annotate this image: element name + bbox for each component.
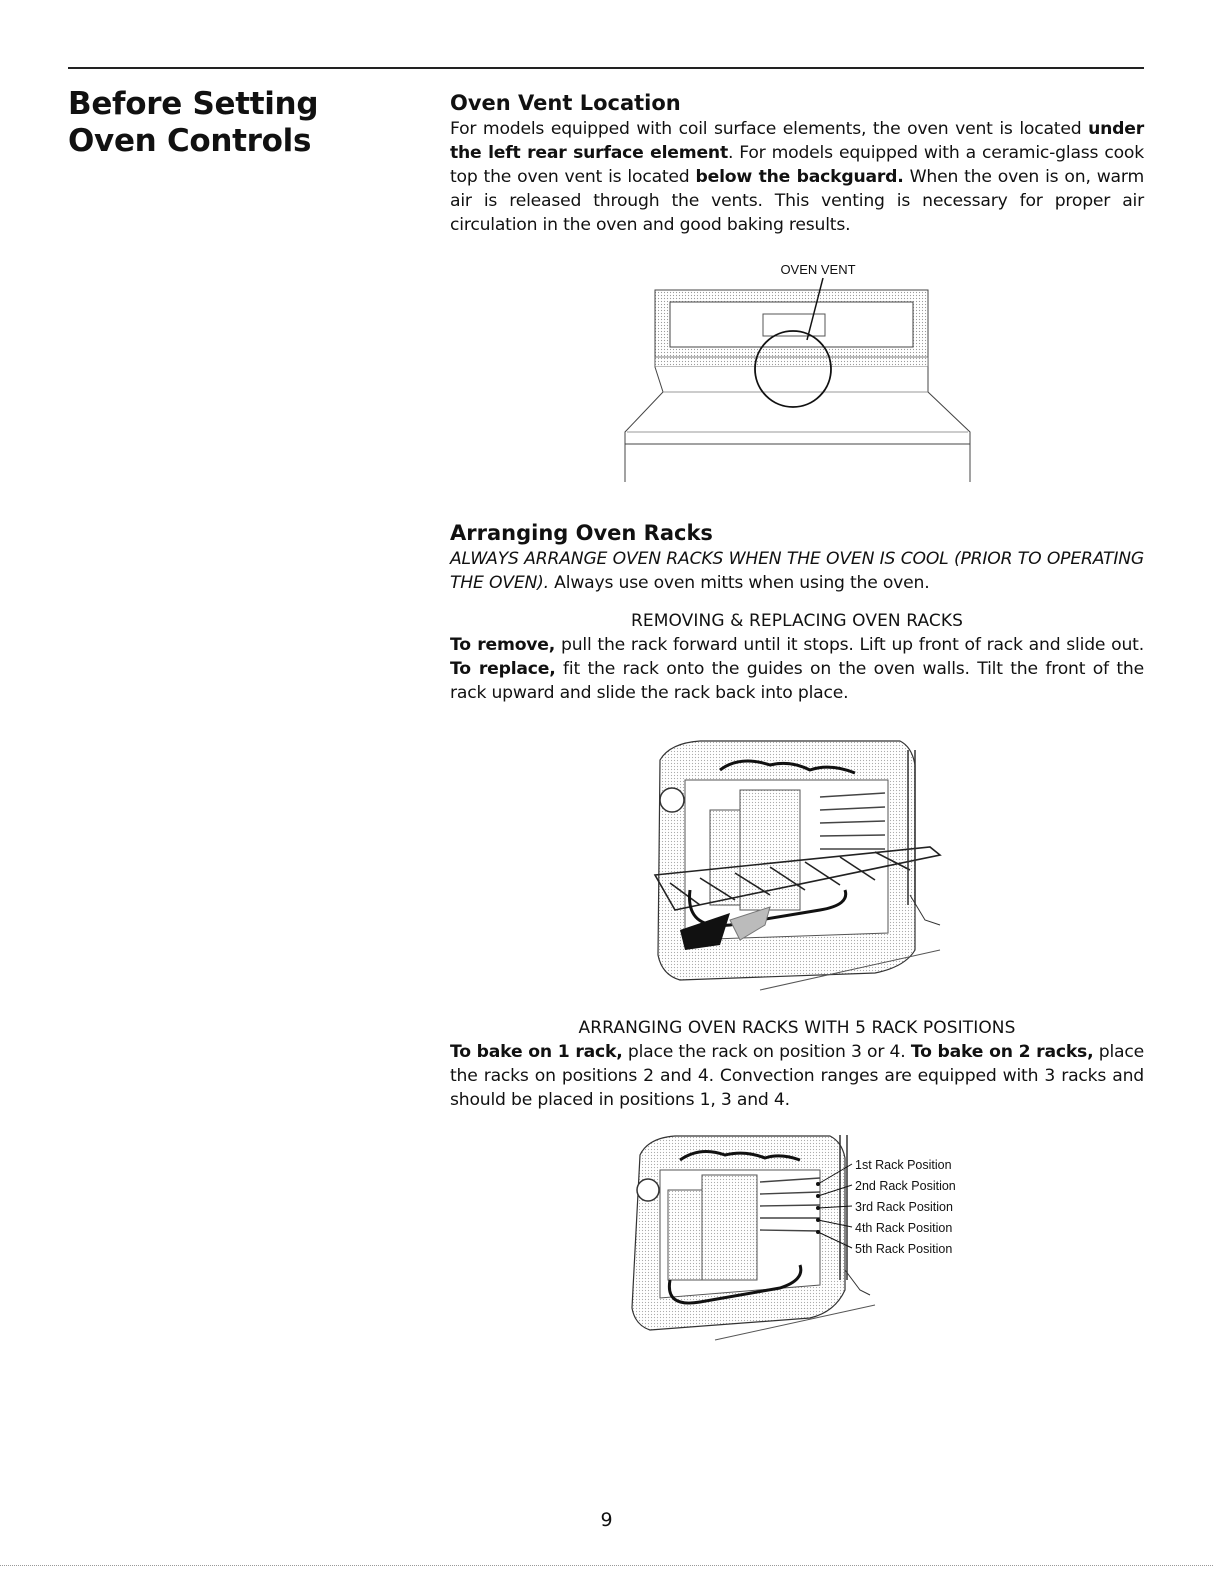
vent-emph-1: under the left rear surface element bbox=[450, 119, 1144, 163]
rack-positions-illustration bbox=[620, 1130, 990, 1350]
oven-vent-section bbox=[450, 90, 1144, 237]
vent-text-3: When the oven is on, warm air is released through the vents. This venting is necessary for proper air circulation in the oven and good baking results. bbox=[450, 167, 1144, 235]
oven-vent-paragraph bbox=[450, 117, 1144, 237]
vent-text-1: For models equipped with coil surface elements, the oven vent is located bbox=[450, 119, 1089, 139]
oven-racks-section bbox=[450, 520, 1144, 705]
vent-text-2: . For models equipped with a ceramic-glass cook top the oven vent is located bbox=[450, 143, 1144, 187]
bake-two-racks-label: To bake on 2 racks, bbox=[910, 1042, 1094, 1062]
vent-emph-2: below the backguard. bbox=[695, 167, 904, 187]
bake-two-racks-text: place the racks on positions 2 and 4. Convection ranges are equipped with 3 racks and should be placed in positions 1, 3 and 4. bbox=[450, 1042, 1144, 1110]
oven-racks-warning bbox=[450, 547, 1144, 595]
page-number: 9 bbox=[600, 1509, 613, 1531]
rack-removal-illustration bbox=[640, 735, 960, 995]
rack-position-label: 4th Rack Position bbox=[855, 1221, 953, 1235]
to-replace-text: fit the rack onto the guides on the oven walls. Tilt the front of the rack upward and slide the rack back into place. bbox=[450, 659, 1144, 703]
arranging-racks-paragraph bbox=[450, 1040, 1144, 1112]
rack-position-label: 1st Rack Position bbox=[855, 1158, 952, 1172]
oven-vent-label: OVEN VENT bbox=[780, 262, 856, 277]
arranging-racks-title: ARRANGING OVEN RACKS WITH 5 RACK POSITIONS bbox=[578, 1018, 1016, 1038]
warning-rest-text: Always use oven mitts when using the oven. bbox=[548, 573, 930, 593]
top-rule bbox=[68, 67, 1144, 69]
bake-one-rack-text: place the rack on position 3 or 4. bbox=[622, 1042, 911, 1062]
to-replace-label: To replace, bbox=[450, 659, 556, 679]
bake-one-rack-label: To bake on 1 rack, bbox=[450, 1042, 623, 1062]
oven-vent-heading: Oven Vent Location bbox=[450, 91, 681, 115]
oven-vent-illustration bbox=[615, 252, 980, 484]
bottom-rule bbox=[0, 1565, 1213, 1566]
rack-position-label: 5th Rack Position bbox=[855, 1242, 953, 1256]
removing-racks-title: REMOVING & REPLACING OVEN RACKS bbox=[630, 611, 963, 631]
oven-racks-heading: Arranging Oven Racks bbox=[450, 521, 713, 545]
rack-position-label: 3rd Rack Position bbox=[855, 1200, 953, 1214]
page-title: Before Setting Oven Controls bbox=[68, 86, 319, 159]
warning-italic-text: ALWAYS ARRANGE OVEN RACKS WHEN THE OVEN IS COOL (PRIOR TO OPERATING THE OVEN). bbox=[450, 549, 1144, 593]
rack-position-label: 2nd Rack Position bbox=[855, 1179, 956, 1193]
to-remove-label: To remove, bbox=[450, 635, 556, 655]
to-remove-text: pull the rack forward until it stops. Lift up front of rack and slide out. bbox=[555, 635, 1144, 655]
arranging-racks-section bbox=[450, 1016, 1144, 1112]
removing-racks-paragraph bbox=[450, 633, 1144, 705]
